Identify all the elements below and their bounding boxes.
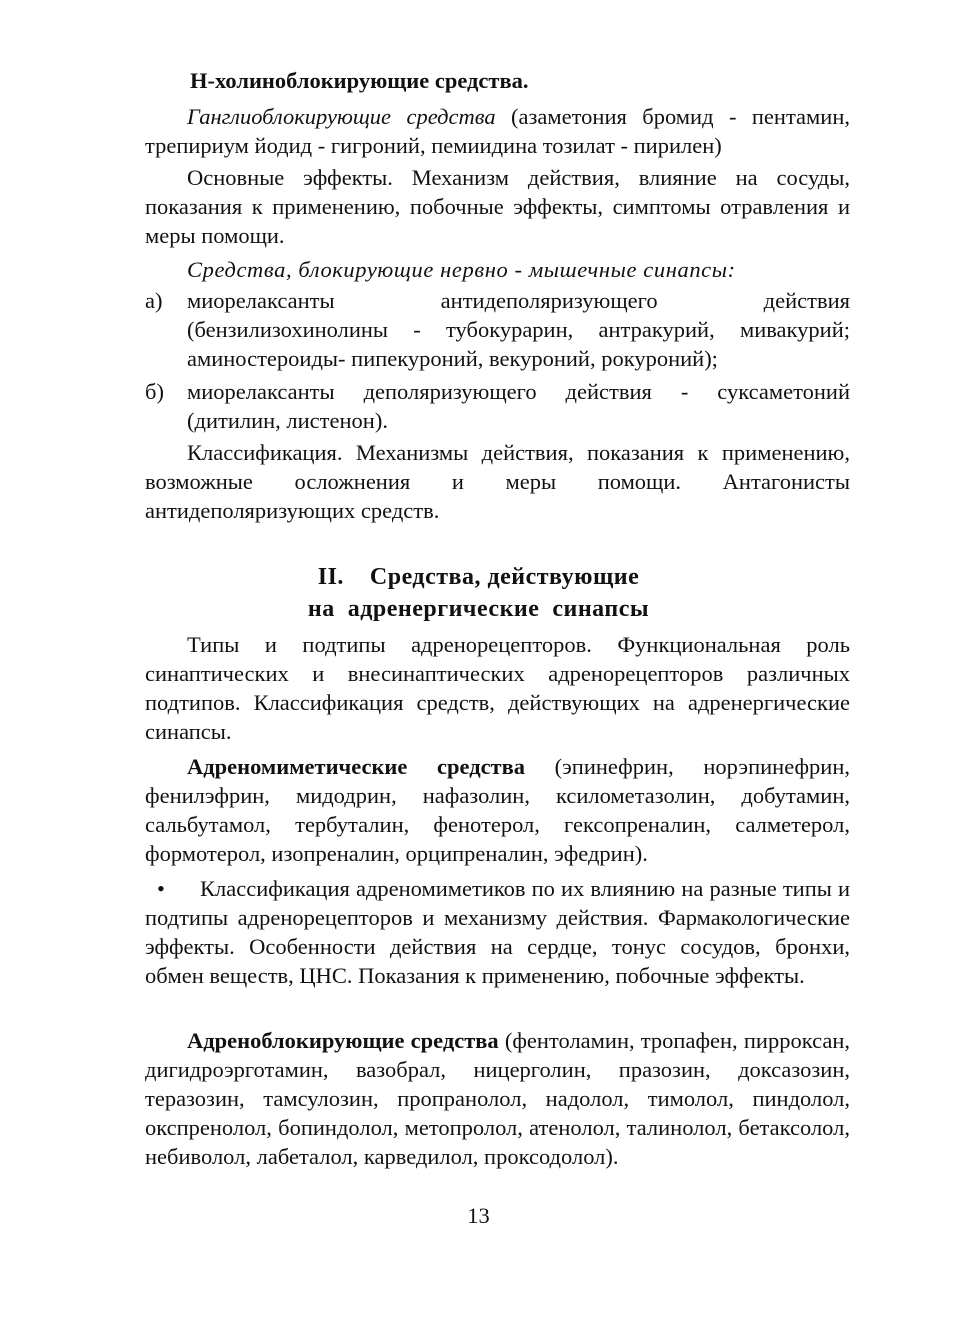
bullet-marker: •	[157, 876, 165, 901]
drug-list: (фентоламин, тропафен, пирроксан, дигидроэрготамин, вазобрал, ницерголин, празозин, доксазозин, теразозин, тамсулозин, пропранолол, надолол, тимолол, пиндолол, окспренолол, бопиндолол, метопролол, атенолол, талинолол, бетаксолол, небиволол, лабеталол, карведилол, проксодолол).	[145, 1028, 850, 1169]
nms-blockers-title: Средства, блокирующие нервно - мышечные синапсы:	[187, 257, 736, 282]
drug-list: (эпинефрин, норэпинефрин, фенилэфрин, мидодрин, нафазолин, ксилометазолин, добутамин, сальбутамол, тербуталин, фенотерол, гексопреналин, салметерол, формотерол, изопреналин, орципреналин, эфедрин).	[145, 754, 850, 866]
list-item-text: миорелаксанты антидеполяризующего действия (бензилизохинолины - тубокурарин, антракурий, мивакурий; аминостероиды- пипекуроний, векуроний, рокуроний);	[187, 288, 850, 371]
page-number: 13	[467, 1203, 490, 1228]
drug-list: (азаметония бромид - пентамин, трепириум йодид - гигроний, пемиидина тозилат - пирилен)	[145, 104, 850, 158]
adrenoblockers-paragraph	[145, 1026, 850, 1171]
section-title-line1: II. Средства, действующие	[317, 564, 640, 590]
adrenomimetics-paragraph	[145, 752, 850, 868]
list-item-text: миорелаксанты деполяризующего действия - суксаметоний (дитилин, листенон).	[187, 379, 850, 433]
effects-paragraph: Основные эффекты. Механизм действия, влияние на сосуды, показания к применению, побочные эффекты, симптомы отравления и меры помощи.	[145, 165, 850, 248]
term-bold: Адреномиметические средства	[187, 754, 526, 779]
bullet-paragraph: Классификация адреномиметиков по их влиянию на разные типы и подтипы адренорецепторов и механизму действия. Фармакологические эффекты. Особенности действия на сердце, тонус сосудов, бронхи, обмен веществ, ЦНС. Показания к применению, побочные эффекты.	[145, 876, 850, 988]
list-item	[145, 286, 850, 373]
list-item	[145, 377, 850, 435]
adrenoreceptors-intro: Типы и подтипы адренорецепторов. Функциональная роль синаптических и внесинаптических адренорецепторов различных подтипов. Классификация средств, действующих на адренергические синапсы.	[145, 632, 850, 744]
term-italic: Ганглиоблокирующие средства	[187, 104, 496, 129]
term-bold: Адреноблокирующие средства	[187, 1028, 499, 1053]
section-title-line2: на адренергические синапсы	[307, 596, 650, 622]
classification-paragraph: Классификация. Механизмы действия, показания к применению, возможные осложнения и меры помощи. Антагонисты антидеполяризующих средств.	[145, 440, 850, 523]
subsection-heading: Н-холиноблокирующие средства.	[190, 68, 529, 93]
ganglioblockers-paragraph	[145, 102, 850, 160]
list-marker: б)	[145, 379, 164, 404]
list-marker: а)	[145, 288, 163, 313]
